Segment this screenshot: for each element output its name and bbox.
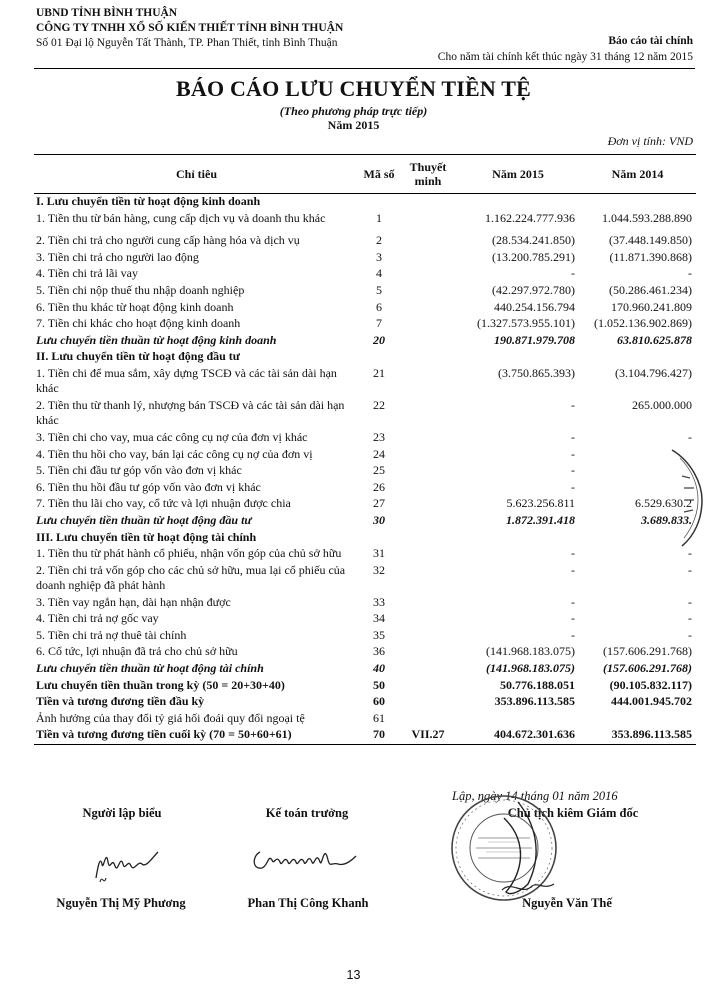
row-item: 6. Tiền thu hồi đầu tư góp vốn vào đơn vị khác bbox=[36, 479, 261, 494]
row-value-2014: - bbox=[688, 546, 692, 561]
row-note bbox=[399, 513, 457, 530]
table-row bbox=[34, 480, 696, 497]
company-header bbox=[36, 6, 343, 51]
row-value-2014: - bbox=[688, 627, 692, 642]
row-value-2015: (28.534.241.850) bbox=[492, 233, 575, 248]
table-row bbox=[34, 628, 696, 645]
table-row bbox=[34, 711, 696, 728]
row-value-2015: 404.672.301.636 bbox=[457, 727, 579, 744]
row-note bbox=[399, 366, 457, 398]
row-value-2014: 444.001.945.702 bbox=[611, 694, 692, 709]
row-value-2014: (157.606.291.768) bbox=[603, 644, 692, 659]
accountant-title: Kế toán trưởng bbox=[265, 806, 349, 820]
row-code: 26 bbox=[373, 479, 385, 494]
table-row bbox=[34, 678, 696, 695]
table-row bbox=[34, 563, 696, 595]
row-code: 1 bbox=[376, 210, 382, 225]
row-note bbox=[399, 563, 457, 595]
table-row bbox=[34, 349, 696, 366]
row-item: III. Lưu chuyển tiền từ hoạt động tài chính bbox=[36, 529, 257, 544]
row-value-2014 bbox=[579, 194, 696, 211]
row-code: 5 bbox=[376, 282, 382, 297]
row-value-2014: - bbox=[688, 594, 692, 609]
header-divider bbox=[34, 68, 695, 69]
page-subtitle: (Theo phương pháp trực tiếp) bbox=[279, 104, 428, 118]
row-item: 7. Tiền thu lãi cho vay, cổ tức và lợi nhuận được chia bbox=[36, 496, 291, 511]
row-value-2014: (37.448.149.850) bbox=[609, 233, 692, 248]
row-value-2014: (50.286.461.234) bbox=[609, 282, 692, 297]
row-item: 1. Tiền thu từ bán hàng, cung cấp dịch vụ và doanh thu khác bbox=[36, 210, 326, 225]
row-note bbox=[399, 678, 457, 695]
currency-unit: Đơn vị tính: VND bbox=[607, 134, 693, 148]
row-item: 7. Tiền chi khác cho hoạt động kinh doanh bbox=[36, 316, 241, 331]
row-code: 61 bbox=[373, 710, 385, 725]
row-value-2014: 3.689.833. bbox=[641, 512, 692, 527]
table-row bbox=[34, 283, 696, 300]
report-type: Báo cáo tài chính bbox=[608, 35, 693, 47]
table-row bbox=[34, 496, 696, 513]
row-note bbox=[399, 546, 457, 563]
row-note bbox=[399, 300, 457, 317]
row-value-2015: (141.968.183.075) bbox=[486, 661, 575, 676]
col-header-item: Chỉ tiêu bbox=[34, 155, 359, 194]
row-code bbox=[359, 194, 399, 211]
row-item: Lưu chuyển tiền thuần từ hoạt động kinh doanh bbox=[36, 332, 277, 347]
row-value-2015: (3.750.865.393) bbox=[498, 365, 575, 380]
accountant-signature bbox=[246, 832, 366, 878]
row-note bbox=[399, 496, 457, 513]
row-code: 20 bbox=[373, 332, 385, 347]
row-value-2014: (1.052.136.902.869) bbox=[594, 316, 692, 331]
row-note bbox=[399, 250, 457, 267]
row-item: 6. Cổ tức, lợi nhuận đã trả cho chủ sở hữu bbox=[36, 644, 238, 659]
row-item: Lưu chuyển tiền thuần trong kỳ (50 = 20+30+40) bbox=[36, 677, 285, 692]
row-value-2014: - bbox=[688, 266, 692, 281]
row-value-2015: 1.872.391.418 bbox=[506, 512, 575, 527]
row-value-2014: - bbox=[688, 562, 692, 577]
row-value-2014: (3.104.796.427) bbox=[615, 365, 692, 380]
row-code bbox=[359, 349, 399, 366]
row-item: II. Lưu chuyển tiền từ hoạt động đầu tư bbox=[36, 349, 240, 364]
row-item: 5. Tiền chi nộp thuế thu nhập doanh nghiệp bbox=[36, 282, 245, 297]
row-value-2015: - bbox=[571, 429, 575, 444]
row-code: 3 bbox=[376, 249, 382, 264]
row-item: 1. Tiền thu từ phát hành cổ phiếu, nhận vốn góp của chủ sở hữu bbox=[36, 546, 342, 561]
row-note bbox=[399, 661, 457, 678]
row-item: Tiền và tương đương tiền cuối kỳ (70 = 50+60+61) bbox=[34, 727, 359, 744]
row-item: 5. Tiền chi trả nợ thuê tài chính bbox=[36, 627, 187, 642]
place-date: Lập, ngày 14 tháng 01 năm 2016 bbox=[452, 789, 618, 803]
table-row bbox=[34, 546, 696, 563]
table-row bbox=[34, 530, 696, 547]
table-row bbox=[34, 398, 696, 430]
row-note bbox=[399, 194, 457, 211]
row-value-2015: - bbox=[571, 397, 575, 412]
table-row bbox=[34, 250, 696, 267]
table-row bbox=[34, 694, 696, 711]
row-item: 2. Tiền chi trả cho người cung cấp hàng hóa và dịch vụ bbox=[36, 233, 300, 248]
row-value-2015: - bbox=[571, 446, 575, 461]
row-value-2015: 50.776.188.051 bbox=[500, 677, 575, 692]
page-title: BÁO CÁO LƯU CHUYỂN TIỀN TỆ bbox=[175, 76, 532, 101]
row-value-2014 bbox=[579, 711, 696, 728]
table-row bbox=[34, 513, 696, 530]
row-value-2015: (1.327.573.955.101) bbox=[477, 316, 575, 331]
row-note bbox=[399, 595, 457, 612]
row-item: I. Lưu chuyển tiền từ hoạt động kinh doanh bbox=[36, 194, 261, 208]
row-item: 6. Tiền thu khác từ hoạt động kinh doanh bbox=[36, 299, 234, 314]
table-row bbox=[34, 266, 696, 283]
table-header-row bbox=[34, 155, 696, 194]
row-code: 36 bbox=[373, 644, 385, 659]
row-code: 25 bbox=[373, 463, 385, 478]
row-item: 4. Tiền thu hồi cho vay, bán lại các công cụ nợ của đơn vị bbox=[36, 446, 313, 461]
col-header-2014: Năm 2014 bbox=[579, 155, 696, 194]
row-note bbox=[399, 628, 457, 645]
row-note bbox=[399, 266, 457, 283]
row-value-2015: (42.297.972.780) bbox=[492, 282, 575, 297]
company-address: Số 01 Đại lộ Nguyễn Tất Thành, TP. Phan Thiết, tỉnh Bình Thuận bbox=[36, 37, 338, 49]
table-row bbox=[34, 611, 696, 628]
row-value-2014 bbox=[579, 349, 696, 366]
row-note bbox=[399, 398, 457, 430]
row-value-2014: - bbox=[688, 429, 692, 444]
table-row bbox=[34, 300, 696, 317]
director-title: Chủ tịch kiêm Giám đốc bbox=[507, 806, 639, 820]
row-code: 30 bbox=[373, 512, 385, 527]
row-value-2014: 63.810.625.878 bbox=[617, 332, 692, 347]
row-code: 2 bbox=[376, 233, 382, 248]
col-header-code: Mã số bbox=[359, 155, 399, 194]
row-code: 40 bbox=[373, 661, 385, 676]
table-row bbox=[34, 430, 696, 447]
table-row bbox=[34, 463, 696, 480]
row-item: Lưu chuyển tiền thuần từ hoạt động đầu tư bbox=[36, 512, 252, 527]
table-row bbox=[34, 644, 696, 661]
col-header-2015: Năm 2015 bbox=[457, 155, 579, 194]
row-code: 6 bbox=[376, 299, 382, 314]
row-value-2015: 190.871.979.708 bbox=[494, 332, 575, 347]
row-value-2014: 1.044.593.288.890 bbox=[602, 210, 692, 225]
table-row bbox=[34, 333, 696, 350]
row-value-2015: - bbox=[571, 562, 575, 577]
row-item: 3. Tiền vay ngắn hạn, dài hạn nhận được bbox=[36, 594, 231, 609]
seal-edge bbox=[668, 448, 704, 548]
row-item: 2. Tiền chi trả vốn góp cho các chủ sở hữu, mua lại cổ phiếu của doanh nghiệp đã phát hành bbox=[36, 562, 346, 592]
table-row bbox=[34, 366, 696, 398]
row-value-2015 bbox=[457, 194, 579, 211]
col-header-note: Thuyết minh bbox=[399, 155, 457, 194]
row-value-2015: 353.896.113.585 bbox=[494, 694, 575, 709]
row-note bbox=[399, 530, 457, 547]
table-row bbox=[34, 233, 696, 250]
table-row bbox=[34, 316, 696, 333]
row-code: 27 bbox=[373, 496, 385, 511]
row-item: Lưu chuyển tiền thuần từ hoạt động tài chính bbox=[36, 661, 264, 676]
row-value-2014: (90.105.832.117) bbox=[609, 677, 692, 692]
row-code: 21 bbox=[373, 365, 385, 380]
row-code: 22 bbox=[373, 397, 385, 412]
row-note bbox=[399, 480, 457, 497]
table-body bbox=[34, 194, 696, 745]
row-item: 3. Tiền chi trả cho người lao động bbox=[36, 249, 199, 264]
row-item: 2. Tiền thu từ thanh lý, nhượng bán TSCĐ và các tài sản dài hạn khác bbox=[36, 397, 345, 427]
row-item: 4. Tiền chi trả nợ gốc vay bbox=[36, 611, 159, 626]
row-value-2014: 6.529.630.2 bbox=[635, 496, 692, 511]
row-value-2014: (157.606.291.768) bbox=[603, 661, 692, 676]
page-number: 13 bbox=[346, 968, 361, 982]
org-line-1: UBND TỈNH BÌNH THUẬN bbox=[36, 7, 178, 19]
row-code: 23 bbox=[373, 429, 385, 444]
row-value-2015: (13.200.785.291) bbox=[492, 249, 575, 264]
row-note: VII.27 bbox=[399, 727, 457, 744]
row-note bbox=[399, 430, 457, 447]
cash-flow-table bbox=[34, 154, 696, 745]
accountant-name: Phan Thị Công Khanh bbox=[247, 896, 369, 910]
row-value-2015 bbox=[457, 530, 579, 547]
director-name: Nguyễn Văn Thế bbox=[522, 896, 612, 910]
row-note bbox=[399, 644, 457, 661]
report-year: Năm 2015 bbox=[327, 118, 380, 132]
preparer-signature bbox=[88, 838, 168, 888]
row-code: 33 bbox=[373, 594, 385, 609]
row-code bbox=[359, 530, 399, 547]
row-value-2015: 5.623.256.811 bbox=[506, 496, 575, 511]
row-value-2015: 440.254.156.794 bbox=[494, 299, 575, 314]
row-note bbox=[399, 333, 457, 350]
row-value-2015: - bbox=[571, 611, 575, 626]
row-item: 3. Tiền chi cho vay, mua các công cụ nợ của đơn vị khác bbox=[36, 429, 308, 444]
table-row bbox=[34, 194, 696, 211]
row-value-2015: 1.162.224.777.936 bbox=[485, 210, 575, 225]
row-code: 35 bbox=[373, 627, 385, 642]
table-row bbox=[34, 661, 696, 678]
row-value-2014: 353.896.113.585 bbox=[579, 727, 696, 744]
row-code: 34 bbox=[373, 611, 385, 626]
row-value-2014: (11.871.390.868) bbox=[609, 249, 692, 264]
row-value-2015: - bbox=[571, 627, 575, 642]
row-value-2014: 265.000.000 bbox=[632, 397, 692, 412]
row-value-2015: - bbox=[571, 594, 575, 609]
org-line-2: CÔNG TY TNHH XỔ SỐ KIẾN THIẾT TỈNH BÌNH THUẬN bbox=[36, 22, 344, 34]
row-value-2015: (141.968.183.075) bbox=[486, 644, 575, 659]
row-value-2015: - bbox=[571, 463, 575, 478]
row-item: 1. Tiền chi để mua sắm, xây dựng TSCĐ và các tài sản dài hạn khác bbox=[36, 365, 337, 395]
row-value-2015: - bbox=[571, 479, 575, 494]
report-period: Cho năm tài chính kết thúc ngày 31 tháng 12 năm 2015 bbox=[437, 51, 693, 63]
row-code: 7 bbox=[376, 316, 382, 331]
row-code: 31 bbox=[373, 546, 385, 561]
row-code: 24 bbox=[373, 446, 385, 461]
row-note bbox=[399, 211, 457, 228]
row-note bbox=[399, 349, 457, 366]
table-row bbox=[34, 595, 696, 612]
row-item: Ảnh hưởng của thay đổi tỷ giá hối đoái quy đổi ngoại tệ bbox=[36, 710, 305, 725]
report-header bbox=[438, 33, 693, 65]
row-value-2014: - bbox=[688, 611, 692, 626]
row-code: 70 bbox=[359, 727, 399, 744]
row-item: Tiền và tương đương tiền đầu kỳ bbox=[36, 694, 205, 709]
table-row bbox=[34, 211, 696, 228]
table-row bbox=[34, 727, 696, 744]
row-note bbox=[399, 694, 457, 711]
row-code: 4 bbox=[376, 266, 382, 281]
row-code: 60 bbox=[373, 694, 385, 709]
row-value-2015 bbox=[457, 349, 579, 366]
row-item: 4. Tiền chi trả lãi vay bbox=[36, 266, 138, 281]
preparer-name: Nguyễn Thị Mỹ Phương bbox=[56, 896, 186, 910]
row-code: 32 bbox=[373, 562, 385, 577]
row-note bbox=[399, 463, 457, 480]
row-value-2015: - bbox=[571, 546, 575, 561]
row-note bbox=[399, 711, 457, 728]
row-note bbox=[399, 447, 457, 464]
table-row bbox=[34, 447, 696, 464]
row-note bbox=[399, 611, 457, 628]
row-value-2015: - bbox=[571, 266, 575, 281]
row-value-2014: 170.960.241.809 bbox=[611, 299, 692, 314]
row-item: 5. Tiền chi đầu tư góp vốn vào đơn vị khác bbox=[36, 463, 242, 478]
row-note bbox=[399, 316, 457, 333]
row-code: 50 bbox=[373, 677, 385, 692]
row-note bbox=[399, 283, 457, 300]
row-note bbox=[399, 233, 457, 250]
preparer-title: Người lập biểu bbox=[82, 806, 162, 820]
row-value-2015 bbox=[457, 711, 579, 728]
